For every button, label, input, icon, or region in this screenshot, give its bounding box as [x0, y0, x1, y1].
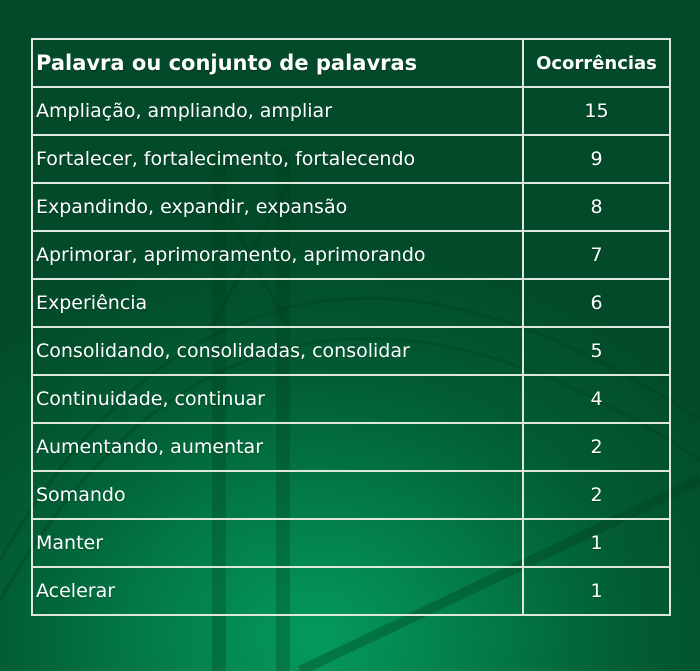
table-header-row [32, 39, 670, 87]
table-row [32, 375, 670, 423]
cell-words: Aumentando, aumentar [32, 423, 523, 471]
table-row [32, 231, 670, 279]
cell-words: Ampliação, ampliando, ampliar [32, 87, 523, 135]
header-words: Palavra ou conjunto de palavras [32, 39, 523, 87]
cell-count: 2 [523, 423, 670, 471]
cell-words: Continuidade, continuar [32, 375, 523, 423]
table-row [32, 423, 670, 471]
cell-count: 4 [523, 375, 670, 423]
cell-words: Fortalecer, fortalecimento, fortalecendo [32, 135, 523, 183]
table-row [32, 567, 670, 615]
cell-count: 7 [523, 231, 670, 279]
cell-count: 1 [523, 519, 670, 567]
cell-words: Experiência [32, 279, 523, 327]
cell-count: 5 [523, 327, 670, 375]
table-row [32, 519, 670, 567]
word-occurrences-table [31, 38, 671, 616]
cell-words: Acelerar [32, 567, 523, 615]
cell-words: Expandindo, expandir, expansão [32, 183, 523, 231]
table-row [32, 183, 670, 231]
cell-words: Somando [32, 471, 523, 519]
cell-words: Manter [32, 519, 523, 567]
cell-count: 6 [523, 279, 670, 327]
cell-words: Aprimorar, aprimoramento, aprimorando [32, 231, 523, 279]
table-row [32, 327, 670, 375]
cell-count: 9 [523, 135, 670, 183]
table-row [32, 471, 670, 519]
table-row [32, 135, 670, 183]
cell-count: 2 [523, 471, 670, 519]
cell-count: 8 [523, 183, 670, 231]
table-row [32, 279, 670, 327]
cell-count: 15 [523, 87, 670, 135]
header-occurrences: Ocorrências [523, 39, 670, 87]
cell-count: 1 [523, 567, 670, 615]
table-row [32, 87, 670, 135]
cell-words: Consolidando, consolidadas, consolidar [32, 327, 523, 375]
